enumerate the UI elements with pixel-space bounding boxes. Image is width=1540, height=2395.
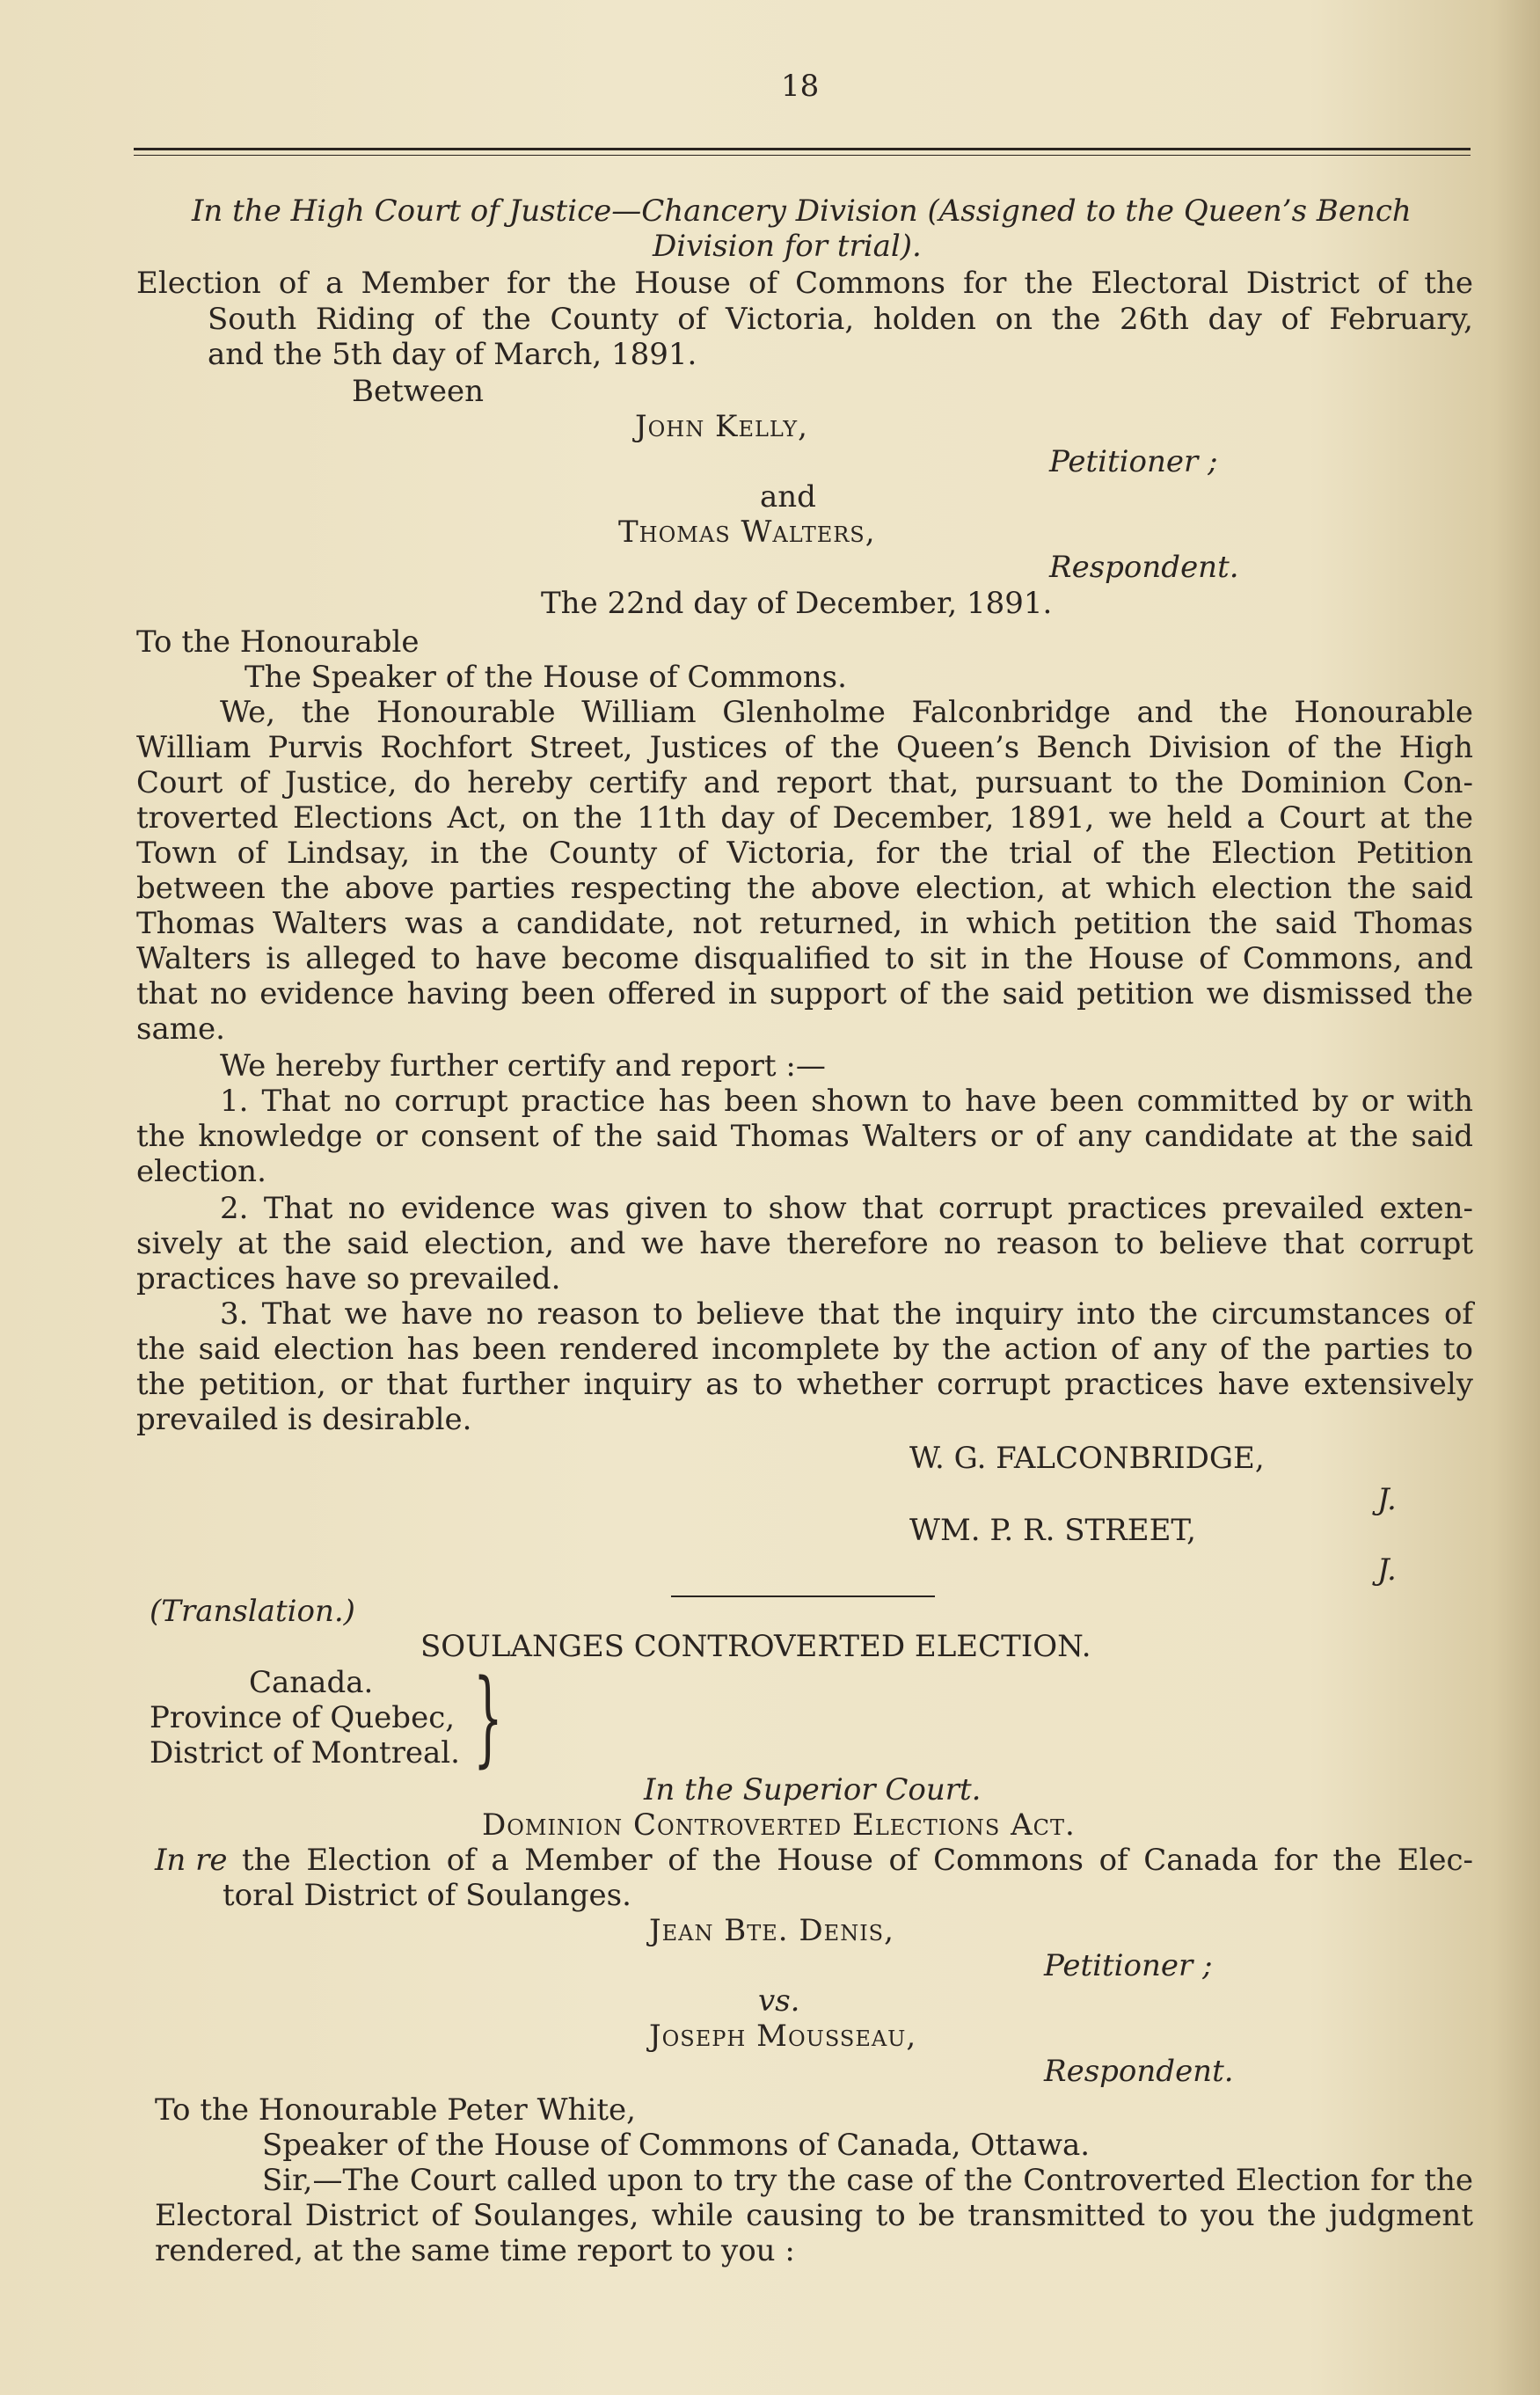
point-2-line-2: sively at the said election, and we have therefore no reason to believe that corrupt [136, 1226, 1473, 1261]
body-line-7: Thomas Walters was a candidate, not returned, in which petition the said Thomas [136, 906, 1473, 941]
body-line-10: same. [136, 1011, 225, 1047]
petitioner-name: John Kelly, [635, 409, 808, 444]
signature-street: WM. P. R. STREET, [909, 1513, 1196, 1548]
point-2-line-1: 2. That no evidence was given to show that corrupt practices prevailed exten- [220, 1191, 1473, 1226]
case2-body-line-1: Sir,—The Court called upon to try the case of the Controverted Election for the [262, 2163, 1473, 2198]
superior-court: In the Superior Court. [644, 1772, 982, 1807]
address-line-1-case2: To the Honourable Peter White, [155, 2092, 636, 2128]
election-line-2: South Riding of the County of Victoria, holden on the 26th day of February, [208, 302, 1473, 337]
signature-falconbridge: W. G. FALCONBRIDGE, [909, 1441, 1265, 1476]
act-title: Dominion Controverted Elections Act. [482, 1807, 1076, 1843]
jurisdiction-district: District of Montreal. [150, 1735, 460, 1771]
address-line-2-case2: Speaker of the House of Commons of Canada, Ottawa. [262, 2128, 1091, 2163]
petitioner-role-2: Petitioner ; [1044, 1948, 1213, 1983]
respondent-role-2: Respondent. [1044, 2054, 1234, 2089]
in-re-line-2: toral District of Soulanges. [223, 1878, 631, 1913]
translation-label: (Translation.) [150, 1594, 355, 1629]
report-date: The 22nd day of December, 1891. [541, 586, 1053, 621]
point-3-line-4: prevailed is desirable. [136, 1402, 472, 1437]
body-line-6: between the above parties respecting the above election, at which election the said [136, 871, 1473, 906]
address-line-2: The Speaker of the House of Commons. [245, 660, 847, 695]
header-rule [134, 148, 1471, 150]
court-heading-line-1: In the High Court of Justice—Chancery Division (Assigned to the Queen’s Bench [192, 193, 1412, 229]
respondent-role: Respondent. [1049, 550, 1239, 585]
between-label: Between [352, 374, 485, 409]
body-line-8: Walters is alleged to have become disqualified to sit in the House of Commons, and [136, 941, 1473, 976]
in-re-line-1: the Election of a Member of the House of Commons of Canada for the Elec- [242, 1843, 1473, 1878]
body-line-5: Town of Lindsay, in the County of Victoria, for the trial of the Election Petition [136, 836, 1473, 871]
case2-body-line-3: rendered, at the same time report to you : [155, 2233, 795, 2268]
point-3-line-2: the said election has been rendered incomplete by the action of any of the parties to [136, 1332, 1473, 1367]
point-1-line-2: the knowledge or consent of the said Thomas Walters or of any candidate at the said [136, 1119, 1473, 1154]
petitioner-name-2: Jean Bte. Denis, [649, 1913, 894, 1948]
section-divider [671, 1595, 935, 1597]
page-number: 18 [781, 69, 820, 104]
body-line-1: We, the Honourable William Glenholme Falconbridge and the Honourable [220, 695, 1473, 730]
respondent-name: Thomas Walters, [618, 515, 876, 550]
jurisdiction-canada: Canada. [249, 1665, 374, 1700]
point-3-line-1: 3. That we have no reason to believe that the inquiry into the circumstances of [220, 1296, 1473, 1332]
signature-falconbridge-title: J. [1377, 1482, 1397, 1517]
case-title: SOULANGES CONTROVERTED ELECTION. [420, 1629, 1091, 1664]
body-line-4: troverted Elections Act, on the 11th day of December, 1891, we held a Court at the [136, 800, 1473, 836]
in-re-label: In re [155, 1843, 228, 1878]
address-line-1: To the Honourable [136, 624, 420, 660]
header-rule-thin [134, 155, 1471, 156]
point-3-line-3: the petition, or that further inquiry as to whether corrupt practices have extensively [136, 1367, 1473, 1402]
point-1-line-3: election. [136, 1154, 266, 1189]
jurisdiction-brace: } [473, 1656, 503, 1778]
court-heading-line-2: Division for trial). [653, 229, 922, 264]
election-line-3: and the 5th day of March, 1891. [208, 337, 697, 372]
signature-street-title: J. [1377, 1552, 1397, 1588]
respondent-name-2: Joseph Mousseau, [649, 2019, 917, 2054]
body-line-3: Court of Justice, do hereby certify and report that, pursuant to the Dominion Con- [136, 765, 1473, 800]
body-line-2: William Purvis Rochfort Street, Justices of the Queen’s Bench Division of the High [136, 730, 1473, 765]
election-line-1: Election of a Member for the House of Commons for the Electoral District of the [136, 266, 1473, 301]
case2-body-line-2: Electoral District of Soulanges, while causing to be transmitted to you the judgment [155, 2198, 1473, 2233]
further-report: We hereby further certify and report :— [220, 1048, 826, 1084]
body-line-9: that no evidence having been offered in support of the said petition we dismissed the [136, 976, 1473, 1011]
petitioner-role: Petitioner ; [1049, 444, 1218, 479]
jurisdiction-province: Province of Quebec, [150, 1700, 456, 1735]
and-label: and [760, 479, 816, 515]
point-1-line-1: 1. That no corrupt practice has been shown to have been committed by or with [220, 1084, 1473, 1119]
point-2-line-3: practices have so prevailed. [136, 1261, 561, 1296]
vs-label: vs. [758, 1983, 800, 2019]
